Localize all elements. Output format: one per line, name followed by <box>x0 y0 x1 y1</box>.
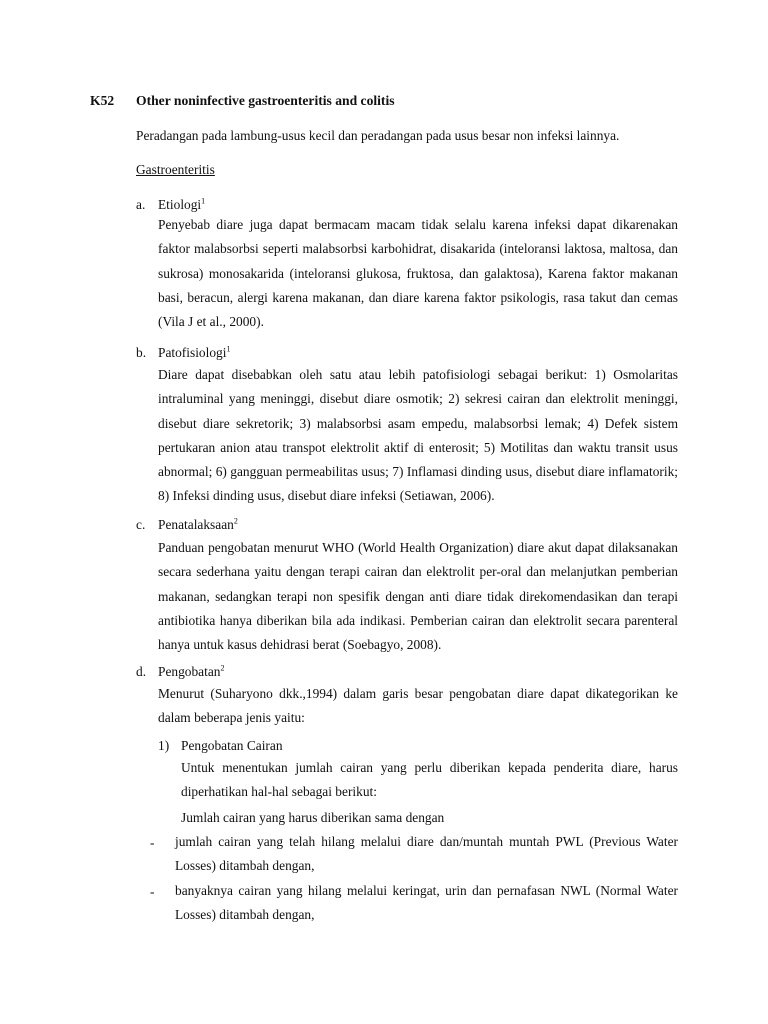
subheading: Gastroenteritis <box>136 162 215 177</box>
section-d-marker: d. <box>136 664 147 679</box>
subitem-marker: 1) <box>158 738 170 753</box>
section-c-body: Panduan pengobatan menurut WHO (World Health Organization) diare akut dapat dilaksanakan secara sederhana yaitu dengan terapi cairan dan elektrolit per-oral dan melanjutkan pemberian makanan, sedangkan terapi non spesifik dengan anti diare tidak direkomendasikan dan terapi antibiotika hanya diberikan bila ada indikasi. Pemberian cairan dan elektrolit secara parenteral hanya untuk kasus dehidrasi berat (Soebagyo, 2008). <box>158 540 678 653</box>
section-a-marker: a. <box>136 197 146 212</box>
heading-title: Other noninfective gastroenteritis and colitis <box>136 93 395 108</box>
section-a-ref: 1 <box>201 196 206 206</box>
section-c-ref: 2 <box>233 516 238 526</box>
bullet-1-marker: - <box>150 835 155 850</box>
section-c-title: Penatalaksaan$^2$ <box>158 516 238 532</box>
section-b-ref: 1 <box>226 344 231 354</box>
section-b-title: Patofisiologi$^1$ <box>158 344 231 360</box>
section-a-title: Etiologi$^1$ <box>158 196 206 212</box>
bullet-2-marker: - <box>150 884 155 899</box>
bullet-2-text: banyaknya cairan yang hilang melalui keringat, urin dan pernafasan NWL (Normal Water Losses) ditambah dengan, <box>175 883 678 923</box>
bullet-1-text: jumlah cairan yang telah hilang melalui diare dan/muntah muntah PWL (Previous Water Losses) ditambah dengan, <box>175 834 678 874</box>
subitem-title: Pengobatan Cairan <box>181 738 283 753</box>
section-d-title: Pengobatan$^2$ <box>158 663 225 679</box>
section-c-marker: c. <box>136 517 146 532</box>
subitem-body: Untuk menentukan jumlah cairan yang perlu diberikan kepada penderita diare, harus diperhatikan hal-hal sebagai berikut: <box>181 760 678 800</box>
intro-paragraph: Peradangan pada lambung-usus kecil dan peradangan pada usus besar non infeksi lainnya. <box>136 128 620 143</box>
section-b-marker: b. <box>136 345 147 360</box>
subitem-line: Jumlah cairan yang harus diberikan sama dengan <box>181 810 445 825</box>
heading-code: K52 <box>90 93 115 108</box>
section-d-body: Menurut (Suharyono dkk.,1994) dalam garis besar pengobatan diare dapat dikategorikan ke dalam beberapa jenis yaitu: <box>158 686 678 726</box>
section-b-body: Diare dapat disebabkan oleh satu atau lebih patofisiologi sebagai berikut: 1) Osmolaritas intraluminal yang meninggi, disebut diare osmotik; 2) sekresi cairan dan elektrolit meninggi, disebut diare sekretorik; 3) malabsorbsi asam empedu, malabsorbsi lemak; 4) Defek sistem pertukaran anion atau transpot elektrolit aktif di enterosit; 5) Motilitas dan waktu transit usus abnormal; 6) gangguan permeabilitas usus; 7) Inflamasi dinding usus, disebut diare inflamatorik; 8) Infeksi dinding usus, disebut diare infeksi (Setiawan, 2006). <box>158 367 678 504</box>
section-d-ref: 2 <box>220 663 225 673</box>
section-a-body: Penyebab diare juga dapat bermacam macam tidak selalu karena infeksi dapat dikarenakan faktor malabsorbsi seperti malabsorbsi karbohidrat, disakarida (inteloransi laktosa, maltosa, dan sukrosa) monosakarida (inteloransi glukosa, fruktosa, dan galaktosa), Karena faktor makanan basi, beracun, alergi karena makanan, dan diare karena faktor psikologis, rasa takut dan cemas (Vila J et al., 2000). <box>158 217 678 330</box>
